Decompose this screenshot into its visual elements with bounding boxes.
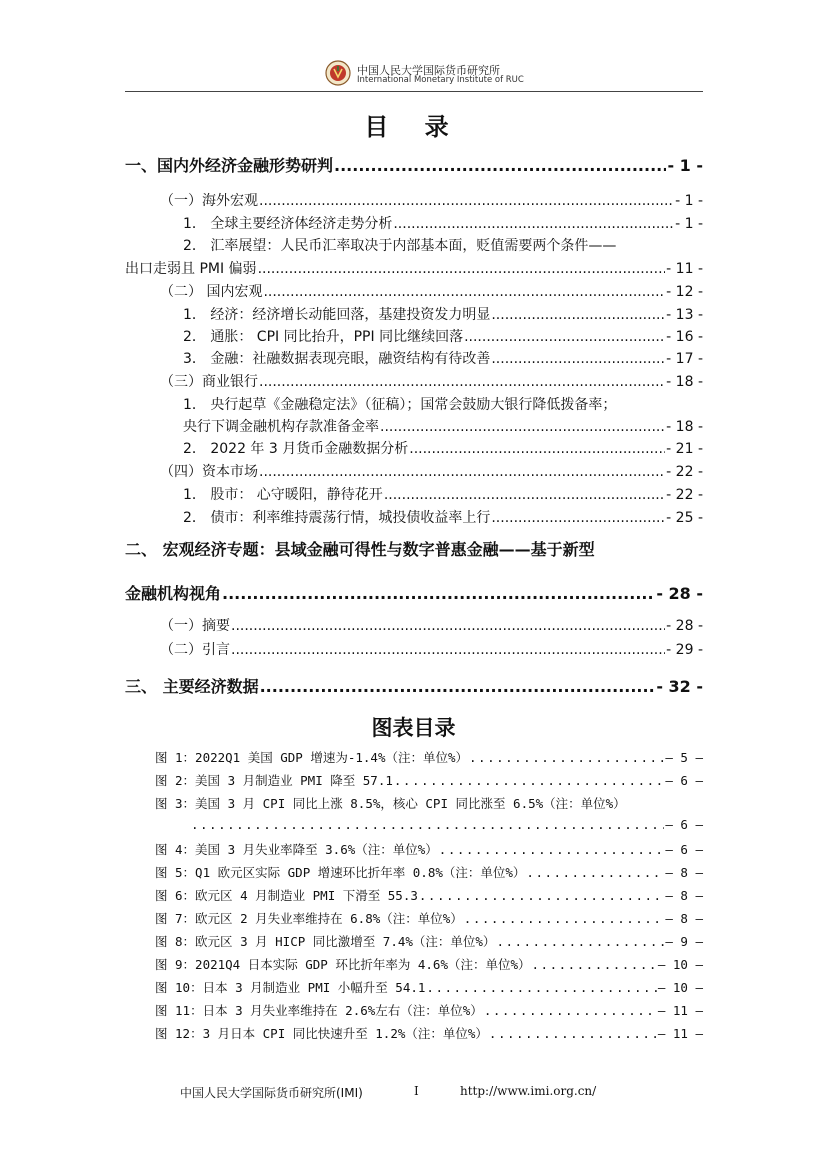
figure-entry-page: – 11 – xyxy=(657,1003,703,1018)
toc-entry-page: - 29 - xyxy=(666,642,703,658)
toc-entry-label: 3． 金融：社融数据表现亮眼，融资结构有待改善 xyxy=(183,351,491,367)
figure-entry-label: 图 11：日本 3 月失业率维持在 2.6%左右（注：单位%） xyxy=(155,1003,483,1018)
figure-entry[interactable] xyxy=(155,978,703,996)
figure-entry-label: 图 7：欧元区 2 月失业率维持在 6.8%（注：单位%） xyxy=(155,911,463,926)
toc-entry-page: - 22 - xyxy=(666,464,703,480)
footer-url[interactable]: http://www.imi.org.cn/ xyxy=(460,1084,597,1098)
toc-entry[interactable] xyxy=(125,153,703,176)
toc-entry-label[interactable]: 1． 央行起草《金融稳定法》（征稿）；国常会鼓励大银行降低拨备率； xyxy=(183,397,617,413)
toc-entry[interactable] xyxy=(183,507,703,527)
figure-entry-page: – 8 – xyxy=(665,911,703,926)
figure-entry-label: 图 2：美国 3 月制造业 PMI 降至 57.1 xyxy=(155,773,393,788)
toc-entry-label: （一）海外宏观 xyxy=(160,193,258,209)
toc-entry-cont: 金融机构视角 xyxy=(125,584,222,603)
figure-entry-page: – 5 – xyxy=(665,750,703,765)
header-divider xyxy=(125,91,703,92)
toc-entry[interactable] xyxy=(183,438,703,458)
figure-entry[interactable] xyxy=(155,909,703,927)
toc-entry-label: 一、国内外经济金融形势研判 xyxy=(125,156,334,175)
figure-entry[interactable] xyxy=(155,840,703,858)
toc-entry-label: 1． 经济：经济增长动能回落，基建投资发力明显 xyxy=(183,307,491,323)
toc-entry[interactable] xyxy=(183,304,703,324)
toc-entry-label: 2． 2022 年 3 月货币金融数据分析 xyxy=(183,441,409,457)
toc-entry-label: 1． 股市： 心守暖阳，静待花开 xyxy=(183,487,383,503)
toc-entry-page: - 17 - xyxy=(666,351,703,367)
footer-page-number: I xyxy=(414,1084,419,1098)
toc-entry-page: - 1 - xyxy=(675,216,703,232)
figure-entry-label[interactable] xyxy=(155,794,703,812)
toc-entry-page: - 21 - xyxy=(666,441,703,457)
figure-entry[interactable] xyxy=(155,886,703,904)
figure-entry-page: – 8 – xyxy=(665,888,703,903)
toc-entry-page: - 1 - xyxy=(667,156,703,175)
figure-entry-label: 图 5：Q1 欧元区实际 GDP 增速环比折年率 0.8%（注：单位%） xyxy=(155,865,526,880)
toc-entry-label: 2． 通胀： CPI 同比抬升，PPI 同比继续回落 xyxy=(183,329,464,345)
figure-entry-page: – 11 – xyxy=(657,1026,703,1041)
figure-entry[interactable] xyxy=(155,1024,703,1042)
figure-entry[interactable] xyxy=(155,863,703,881)
figure-entry-label: 图 10：日本 3 月制造业 PMI 小幅升至 54.1 xyxy=(155,980,426,995)
toc-entry-page: - 13 - xyxy=(666,307,703,323)
figure-entry-label: 图 3：美国 3 月 CPI 同比上涨 8.5%，核心 CPI 同比涨至 6.5%（注：单位%） xyxy=(155,796,626,811)
toc-entry-page: - 18 - xyxy=(666,374,703,390)
toc-entry-page: - 12 - xyxy=(666,284,703,300)
figure-entry-label: 图 8：欧元区 3 月 HICP 同比激增至 7.4%（注：单位%） xyxy=(155,934,496,949)
toc-entry[interactable] xyxy=(183,416,703,436)
toc-entry[interactable] xyxy=(160,461,703,481)
figures-title: 图表目录 xyxy=(371,716,456,740)
figure-entry-page: – 9 – xyxy=(665,934,703,949)
figure-entry-page: – 10 – xyxy=(657,957,703,972)
toc-entry-label: 1． 全球主要经济体经济走势分析 xyxy=(183,216,393,232)
figure-entry[interactable] xyxy=(155,955,703,973)
toc-entry-page: - 11 - xyxy=(666,261,703,277)
toc-entry-page: - 25 - xyxy=(666,510,703,526)
figure-entry[interactable] xyxy=(155,748,703,766)
toc-entry[interactable] xyxy=(183,213,703,233)
toc-entry-page: - 28 - xyxy=(666,618,703,634)
figure-entry[interactable] xyxy=(155,771,703,789)
toc-entry-page: - 28 - xyxy=(656,584,703,603)
toc-entry-cont: 出口走弱且 PMI 偏弱 xyxy=(125,261,257,277)
figure-entry-label: 图 6：欧元区 4 月制造业 PMI 下滑至 55.3 xyxy=(155,888,418,903)
toc-entry-label[interactable]: 2． 汇率展望：人民币汇率取决于内部基本面，贬值需要两个条件—— xyxy=(183,238,617,254)
figure-entry-page: – 6 – xyxy=(665,817,703,832)
toc-entry-label[interactable]: 二、 宏观经济专题：县域金融可得性与数字普惠金融——基于新型 xyxy=(125,540,595,559)
figure-entry-page: – 6 – xyxy=(665,773,703,788)
toc-entry[interactable] xyxy=(160,615,703,635)
toc-entry-page: - 32 - xyxy=(656,677,703,696)
header-org-cn: 中国人民大学国际货币研究所 xyxy=(357,64,500,77)
figure-entry-label: 图 4：美国 3 月失业率降至 3.6%（注：单位%） xyxy=(155,842,438,857)
toc-title: 目 录 xyxy=(364,113,463,141)
toc-entry[interactable] xyxy=(125,258,703,278)
figure-entry-label: 图 12：3 月日本 CPI 同比快速升至 1.2%（注：单位%） xyxy=(155,1026,488,1041)
toc-entry[interactable] xyxy=(160,639,703,659)
figure-entry[interactable] xyxy=(155,932,703,950)
figure-entry-label: 图 9：2021Q4 日本实际 GDP 环比折年率为 4.6%（注：单位%） xyxy=(155,957,531,972)
figure-entry-label: 图 1：2022Q1 美国 GDP 增速为-1.4%（注：单位%） xyxy=(155,750,469,765)
figure-entry-page: – 8 – xyxy=(665,865,703,880)
footer-org: 中国人民大学国际货币研究所(IMI) xyxy=(180,1086,363,1100)
figure-entry-page: – 6 – xyxy=(665,842,703,857)
toc-entry-label: （一）摘要 xyxy=(160,618,230,634)
toc-entry[interactable] xyxy=(183,484,703,504)
toc-entry[interactable] xyxy=(160,281,703,301)
toc-entry[interactable] xyxy=(125,674,703,697)
figure-entry-page: – 10 – xyxy=(657,980,703,995)
page-header xyxy=(125,58,703,92)
toc-entry-label: 三、 主要经济数据 xyxy=(125,677,259,696)
toc-entry[interactable] xyxy=(183,348,703,368)
institute-logo-icon xyxy=(325,60,351,86)
toc-entry-cont: 央行下调金融机构存款准备金率 xyxy=(183,419,379,435)
figure-entry[interactable] xyxy=(155,1001,703,1019)
figure-entry[interactable] xyxy=(190,817,703,832)
toc-entry-label: （二） 国内宏观 xyxy=(160,284,263,300)
toc-entry-page: - 18 - xyxy=(666,419,703,435)
header-org-en: International Monetary Institute of RUC xyxy=(357,75,524,85)
toc-entry-label: （四）资本市场 xyxy=(160,464,258,480)
toc-entry[interactable] xyxy=(160,371,703,391)
toc-entry-page: - 1 - xyxy=(675,193,703,209)
toc-entry[interactable] xyxy=(160,190,703,210)
toc-entry[interactable] xyxy=(125,581,703,604)
toc-entry-label: （三）商业银行 xyxy=(160,374,258,390)
toc-entry-page: - 16 - xyxy=(666,329,703,345)
toc-entry-label: （二）引言 xyxy=(160,642,230,658)
toc-entry[interactable] xyxy=(183,326,703,346)
toc-entry-page: - 22 - xyxy=(666,487,703,503)
toc-entry-label: 2． 债市：利率维持震荡行情，城投债收益率上行 xyxy=(183,510,491,526)
